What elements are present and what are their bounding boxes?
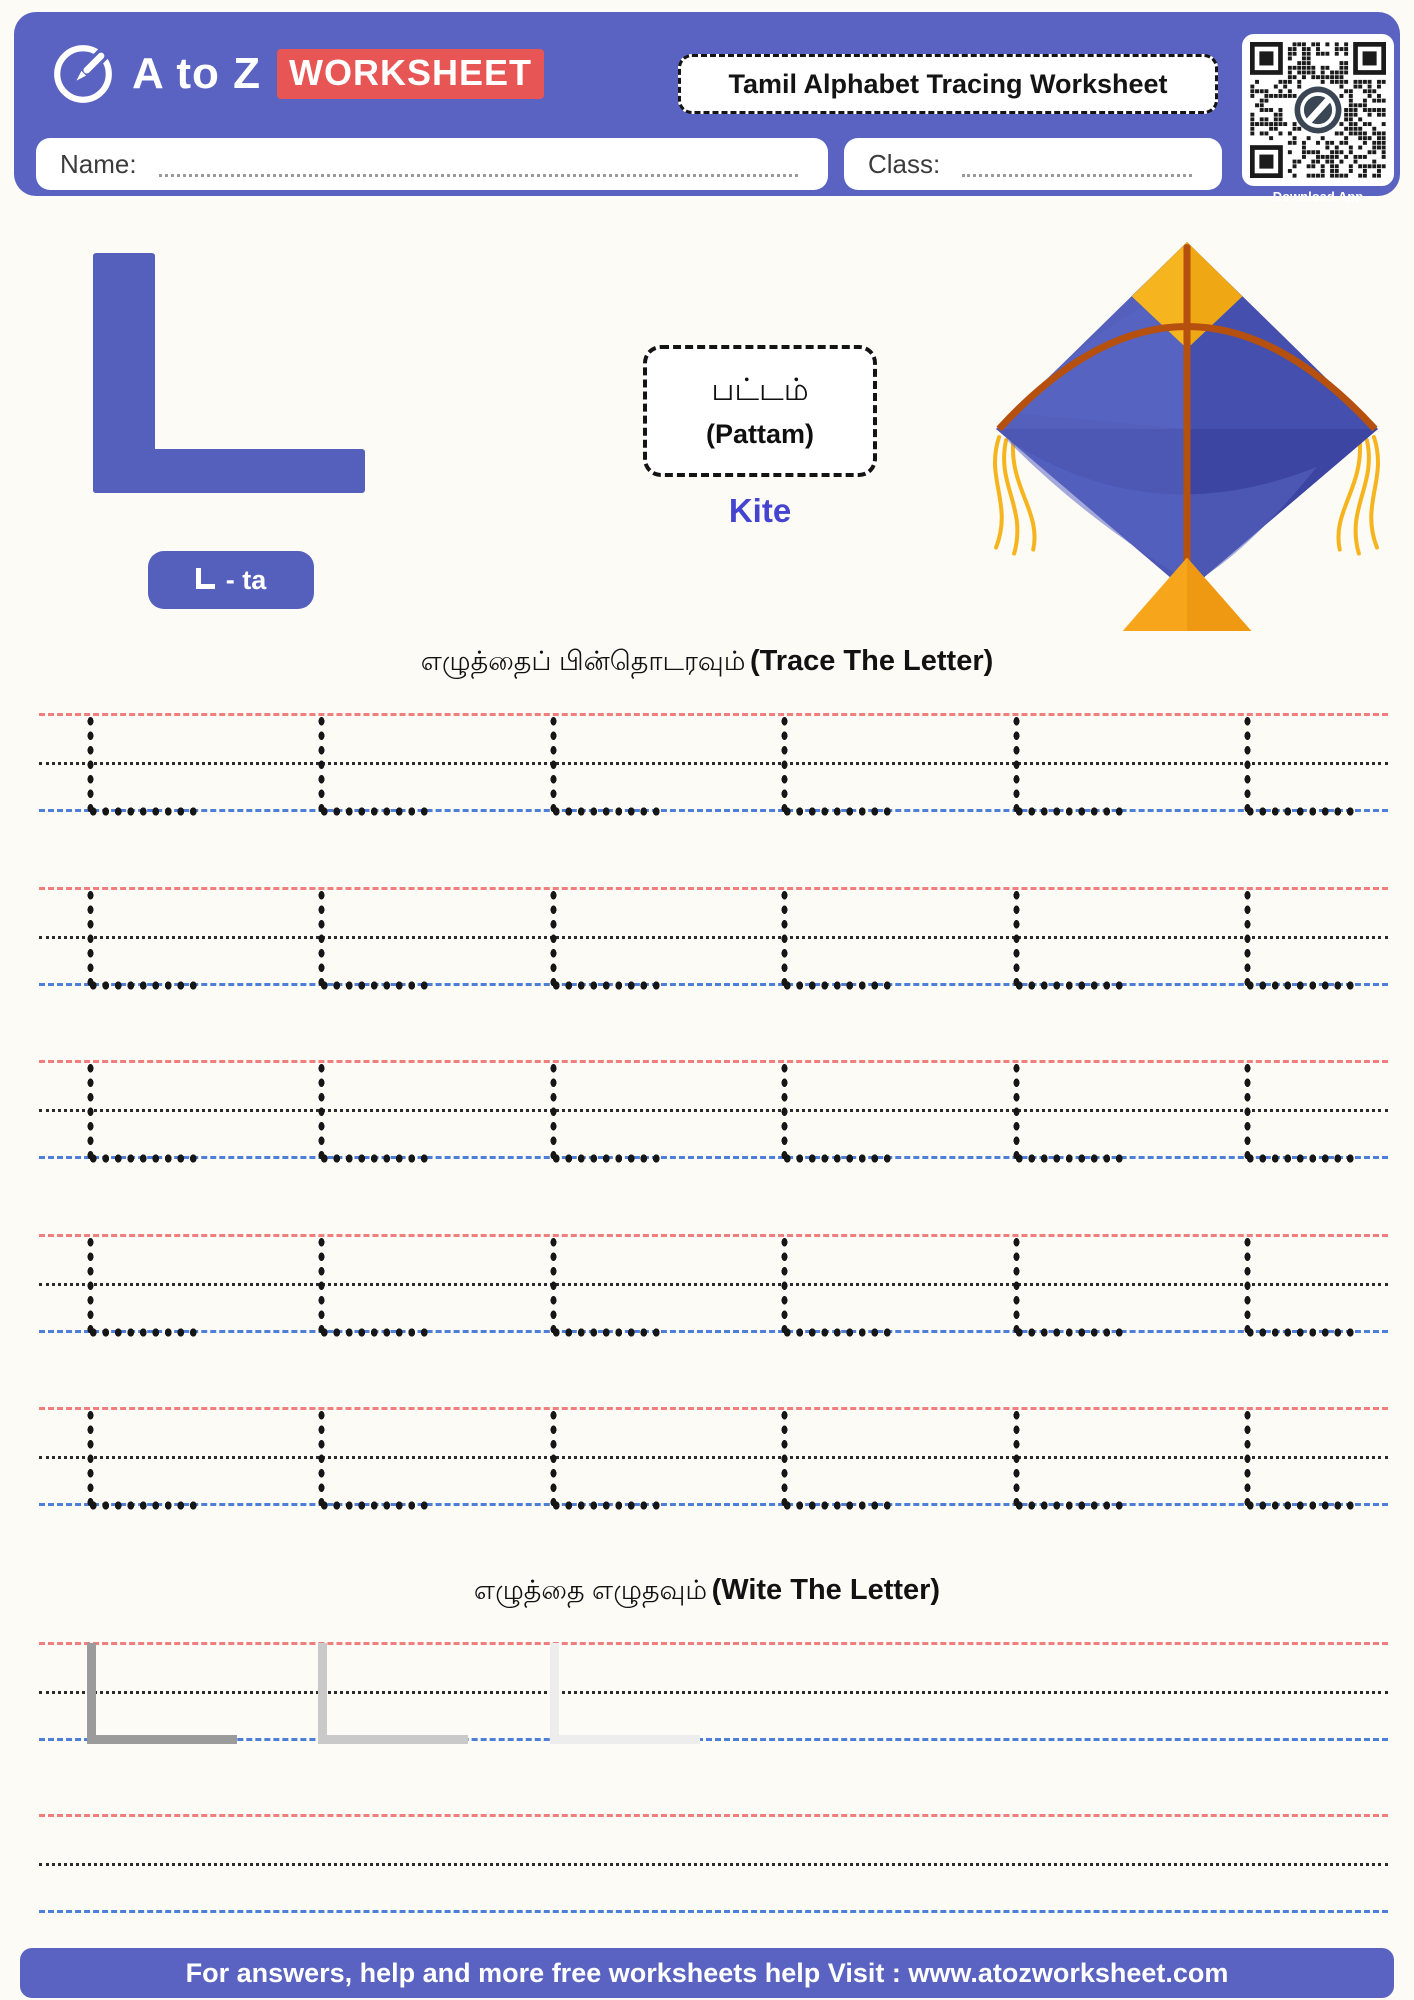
dotted-letter-ta-base[interactable] (1244, 1501, 1358, 1510)
dotted-letter-ta-base[interactable] (1013, 1154, 1127, 1163)
faded-letter-ta-stem[interactable] (87, 1643, 96, 1740)
guide-line-mid (39, 936, 1388, 939)
write-rows-section (39, 1642, 1388, 1914)
dotted-letter-ta-base[interactable] (318, 981, 432, 990)
dotted-letter-ta-base[interactable] (550, 1328, 664, 1337)
guide-line-blue (39, 983, 1388, 986)
dotted-letter-ta-stem[interactable] (781, 1408, 788, 1506)
guide-line-mid (39, 1109, 1388, 1112)
guide-line-red (39, 1407, 1388, 1410)
dotted-letter-ta-base[interactable] (1013, 807, 1127, 816)
pen-circle-logo-icon (50, 41, 116, 107)
letter-sound-badge (148, 551, 314, 609)
dotted-letter-ta-stem[interactable] (550, 714, 557, 812)
qr-caption: Download App (1272, 189, 1364, 204)
dotted-letter-ta-stem[interactable] (318, 1235, 325, 1333)
guide-line-mid (39, 1691, 1388, 1694)
dotted-letter-ta-stem[interactable] (550, 1061, 557, 1159)
writing-guide-row[interactable] (39, 1234, 1388, 1333)
dotted-letter-ta-base[interactable] (1244, 981, 1358, 990)
dotted-letter-ta-base[interactable] (87, 1501, 201, 1510)
dotted-letter-ta-base[interactable] (87, 1328, 201, 1337)
dotted-letter-ta-stem[interactable] (87, 1408, 94, 1506)
dotted-letter-ta-base[interactable] (318, 1501, 432, 1510)
name-field (36, 138, 828, 190)
footer-text: For answers, help and more free worksheets help Visit : www.atozworksheet.com (185, 1957, 1229, 1988)
header-banner (14, 12, 1400, 204)
trace-rows-section (39, 713, 1388, 1508)
dotted-letter-ta-stem[interactable] (318, 714, 325, 812)
guide-line-red (39, 1234, 1388, 1237)
trace-heading-english: (Trace The Letter) (749, 645, 994, 677)
writing-guide-row[interactable] (39, 1060, 1388, 1159)
dotted-letter-ta-base[interactable] (1244, 1328, 1358, 1337)
dotted-letter-ta-stem[interactable] (87, 714, 94, 812)
guide-line-blue (39, 1330, 1388, 1333)
class-label: Class: (868, 148, 941, 179)
name-label: Name: (60, 148, 137, 179)
dotted-letter-ta-base[interactable] (87, 1154, 201, 1163)
dotted-letter-ta-base[interactable] (550, 1154, 664, 1163)
dotted-letter-ta-stem[interactable] (87, 1235, 94, 1333)
dotted-letter-ta-base[interactable] (781, 1154, 895, 1163)
writing-guide-row[interactable] (39, 1407, 1388, 1506)
faded-letter-ta-stem[interactable] (550, 1643, 559, 1740)
guide-line-red (39, 1642, 1388, 1645)
faded-letter-ta-base[interactable] (550, 1735, 700, 1744)
footer-banner (20, 1948, 1394, 1998)
dotted-letter-ta-stem[interactable] (1013, 888, 1020, 986)
guide-line-blue (39, 1156, 1388, 1159)
tamil-letter-ta-glyph (196, 568, 215, 589)
dotted-letter-ta-base[interactable] (781, 981, 895, 990)
guide-line-blue (39, 809, 1388, 812)
dotted-letter-ta-base[interactable] (550, 807, 664, 816)
dotted-letter-ta-stem[interactable] (1013, 1061, 1020, 1159)
dotted-letter-ta-base[interactable] (87, 981, 201, 990)
word-transliteration: (Pattam) (705, 419, 814, 449)
dotted-letter-ta-base[interactable] (550, 1501, 664, 1510)
dotted-letter-ta-stem[interactable] (1013, 1408, 1020, 1506)
write-heading-english: (Wite The Letter) (711, 1574, 941, 1606)
big-letter-base (93, 449, 365, 493)
dotted-letter-ta-stem[interactable] (1244, 1235, 1251, 1333)
guide-line-mid (39, 1283, 1388, 1286)
dotted-letter-ta-stem[interactable] (1244, 714, 1251, 812)
writing-guide-row[interactable] (39, 713, 1388, 812)
dotted-letter-ta-base[interactable] (1013, 1328, 1127, 1337)
guide-line-mid (39, 762, 1388, 765)
dotted-letter-ta-stem[interactable] (1013, 1235, 1020, 1333)
kite-illustration (983, 230, 1390, 637)
writing-guide-row[interactable] (39, 1642, 1388, 1741)
brand-text-a-to-z: A to Z (132, 49, 261, 98)
dotted-letter-ta-stem[interactable] (87, 888, 94, 986)
big-letter-ta (93, 253, 365, 493)
guide-line-red (39, 1814, 1388, 1817)
dotted-letter-ta-base[interactable] (1013, 1501, 1127, 1510)
word-box (643, 345, 877, 477)
page-title: Tamil Alphabet Tracing Worksheet (678, 54, 1218, 114)
guide-line-red (39, 887, 1388, 890)
guide-line-blue (39, 1910, 1388, 1913)
trace-heading-tamil: எழுத்தைப் பின்தொடரவும் (420, 646, 746, 676)
dotted-letter-ta-base[interactable] (781, 1501, 895, 1510)
dotted-letter-ta-stem[interactable] (1244, 1061, 1251, 1159)
guide-line-blue (39, 1738, 1388, 1741)
dotted-letter-ta-stem[interactable] (550, 1408, 557, 1506)
qr-code-image (1250, 42, 1386, 178)
dotted-letter-ta-base[interactable] (781, 1328, 895, 1337)
badge-label: - ta (225, 564, 267, 595)
dotted-letter-ta-base[interactable] (318, 807, 432, 816)
brand-logo (50, 38, 544, 110)
name-input-line[interactable] (159, 174, 798, 177)
class-input-line[interactable] (962, 174, 1192, 177)
guide-line-mid (39, 1863, 1388, 1866)
dotted-letter-ta-stem[interactable] (781, 1061, 788, 1159)
dotted-letter-ta-stem[interactable] (87, 1061, 94, 1159)
write-heading-tamil: எழுத்தை எழுதவும் (473, 1575, 708, 1605)
dotted-letter-ta-stem[interactable] (550, 1235, 557, 1333)
dotted-letter-ta-stem[interactable] (318, 888, 325, 986)
guide-line-red (39, 1060, 1388, 1063)
dotted-letter-ta-base[interactable] (1244, 1154, 1358, 1163)
qr-code (1242, 34, 1394, 186)
guide-line-mid (39, 1456, 1388, 1459)
class-field (844, 138, 1222, 190)
dotted-letter-ta-stem[interactable] (781, 888, 788, 986)
brand-text-worksheet: WORKSHEET (277, 49, 544, 99)
dotted-letter-ta-stem[interactable] (1244, 888, 1251, 986)
dotted-letter-ta-base[interactable] (550, 981, 664, 990)
dotted-letter-ta-stem[interactable] (781, 714, 788, 812)
dotted-letter-ta-stem[interactable] (318, 1408, 325, 1506)
dotted-letter-ta-stem[interactable] (781, 1235, 788, 1333)
dotted-letter-ta-stem[interactable] (550, 888, 557, 986)
dotted-letter-ta-base[interactable] (318, 1154, 432, 1163)
dotted-letter-ta-stem[interactable] (1244, 1408, 1251, 1506)
dotted-letter-ta-base[interactable] (318, 1328, 432, 1337)
trace-section-heading (0, 645, 1414, 681)
dotted-letter-ta-base[interactable] (1244, 807, 1358, 816)
dotted-letter-ta-base[interactable] (781, 807, 895, 816)
dotted-letter-ta-base[interactable] (87, 807, 201, 816)
writing-guide-row[interactable] (39, 1814, 1388, 1913)
write-section-heading (0, 1574, 1414, 1610)
dotted-letter-ta-stem[interactable] (1013, 714, 1020, 812)
writing-guide-row[interactable] (39, 887, 1388, 986)
faded-letter-ta-base[interactable] (318, 1735, 468, 1744)
word-tamil: பட்டம் (711, 372, 809, 407)
dotted-letter-ta-stem[interactable] (318, 1061, 325, 1159)
faded-letter-ta-base[interactable] (87, 1735, 237, 1744)
guide-line-red (39, 713, 1388, 716)
faded-letter-ta-stem[interactable] (318, 1643, 327, 1740)
guide-line-blue (39, 1503, 1388, 1506)
dotted-letter-ta-base[interactable] (1013, 981, 1127, 990)
word-english: Kite (728, 492, 792, 529)
